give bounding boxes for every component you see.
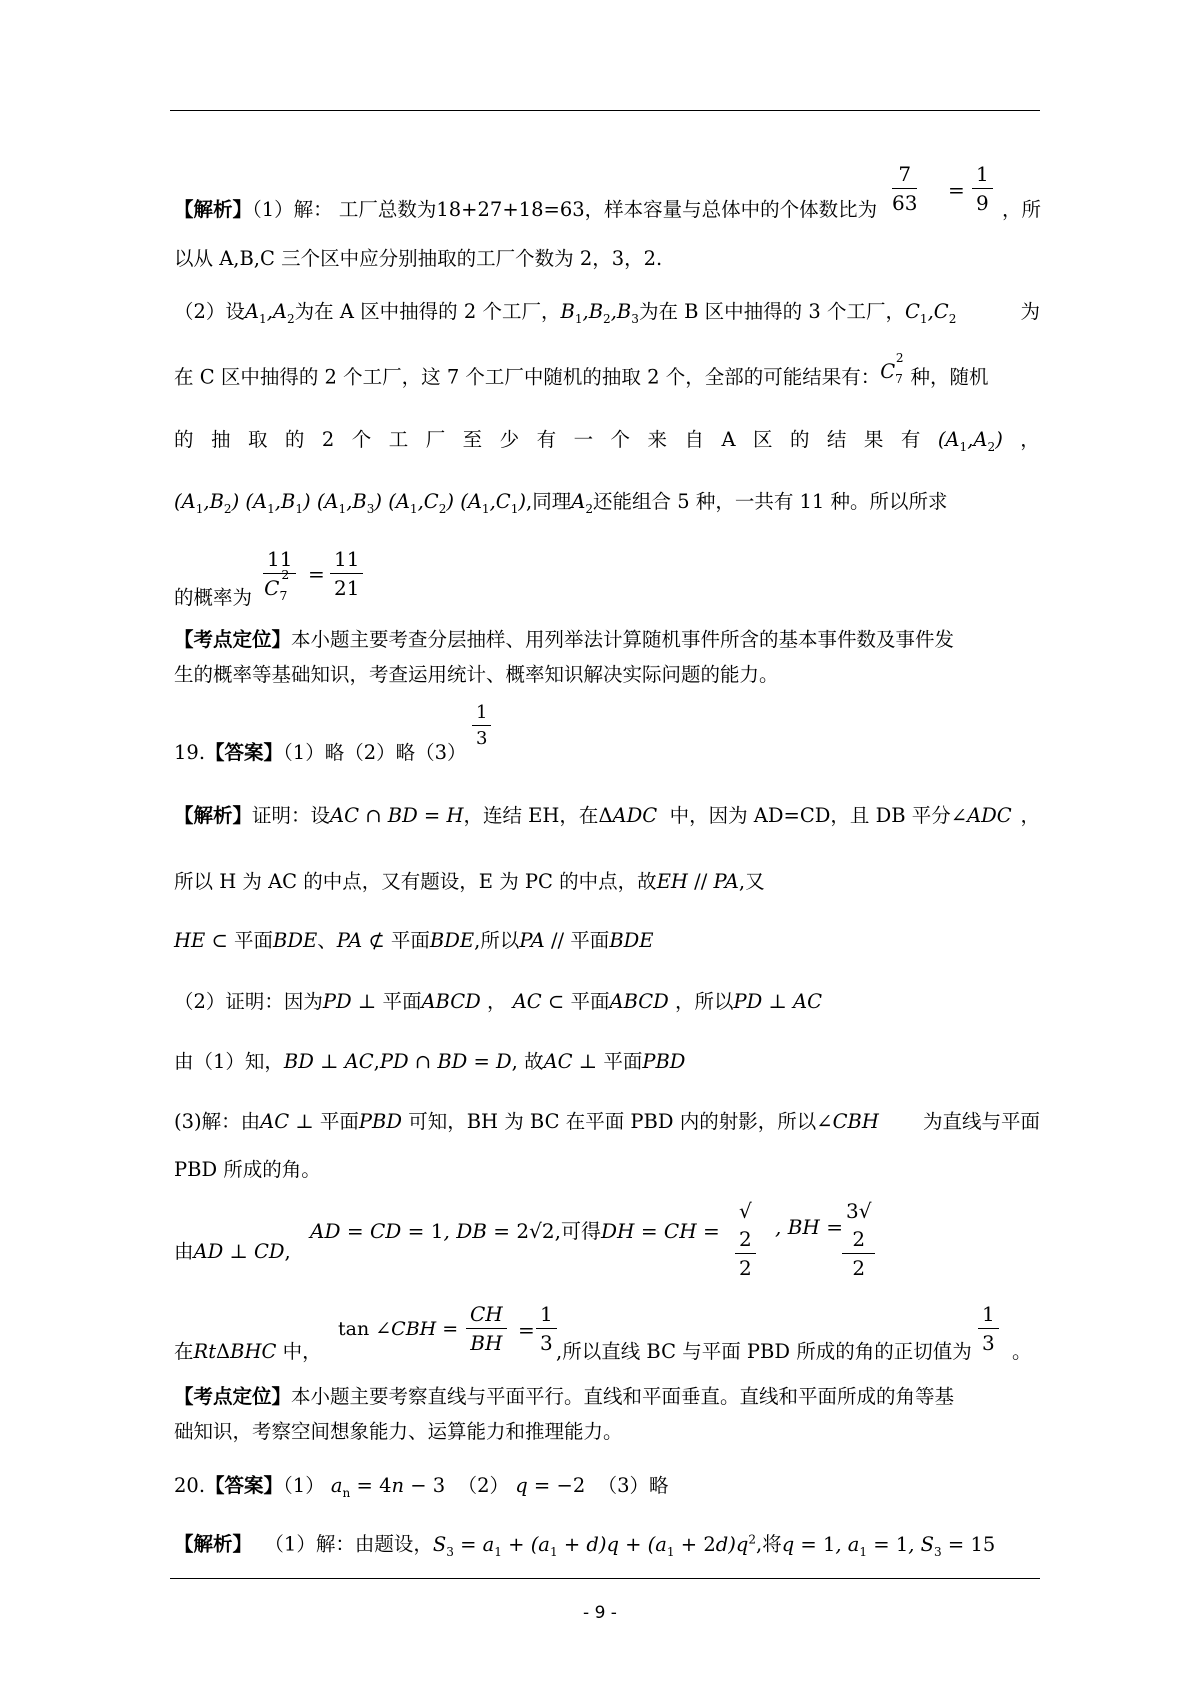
solution-19-line-3: HE ⊂ 平面BDE、PA ⊄ 平面BDE,所以PA // 平面BDE — [174, 929, 654, 952]
solution-18-probability: 的概率为 — [174, 586, 253, 609]
solution-18-line-1: 【解析】（1）解： 工厂总数为18+27+18=63，样本容量与总体中的个体数比为 — [174, 198, 878, 221]
solution-18-line-1-end: ，所 — [1002, 198, 1042, 221]
dh-fraction: √ 2 2 — [735, 1197, 756, 1282]
tan-fraction-ch-bh: CH BH — [466, 1300, 507, 1357]
solution-19-tan-end: 。 — [1012, 1340, 1032, 1363]
equals-sign-2: = — [308, 562, 325, 586]
tangent-value-fraction: 1 3 — [978, 1300, 999, 1357]
tan-fraction-value: 1 3 — [536, 1300, 557, 1357]
probability-fraction-left: 11 $C_7^2$ — [263, 545, 296, 604]
bh-label: , BH = — [775, 1215, 843, 1239]
solution-19-part3-line-1: (3)解：由AC ⊥ 平面PBD 可知，BH 为 BC 在平面 PBD 内的射影，所以∠CBH 为直线与平面 — [174, 1110, 1040, 1133]
solution-18-part2-line-2: 在 C 区中抽得的 2 个工厂，这 7 个工厂中随机的抽取 2 个，全部的可能结果有：$C_7^2$种，随机 — [174, 351, 989, 389]
solution-19-lengths: 由AD ⊥ CD, — [174, 1240, 291, 1263]
equals-sign: = — [948, 178, 965, 202]
solution-19-part2: （2）证明：因为PD ⊥ 平面ABCD ， AC ⊂ 平面ABCD ，所以PD ⊥ AC — [174, 990, 823, 1013]
sample-ratio-fraction: 7 63 — [892, 162, 918, 215]
solution-18-part2-line-3: 的 抽 取 的 2 个 工 厂 至 少 有 一 个 来 自 A 区 的 结 果 有 $(A_1,A_2)$ ， — [174, 428, 1040, 454]
answer-19-fraction: 1 3 — [472, 700, 491, 751]
key-point-18-line-1: 【考点定位】本小题主要考查分层抽样、用列举法计算随机事件所含的基本事件数及事件发 — [174, 628, 955, 651]
solution-19-tan-conclusion: ,所以直线 BC 与平面 PBD 所成的角的正切值为 — [556, 1340, 972, 1363]
solution-19-tan-prefix: 在RtΔBHC 中， — [174, 1340, 322, 1363]
sample-ratio-fraction-2: 1 9 — [972, 160, 993, 217]
solution-19-line-2: 所以 H 为 AC 的中点，又有题设，E 为 PC 的中点，故EH // PA,又 — [174, 870, 765, 893]
lengths-equation: AD = CD = 1, DB = 2√2,可得DH = CH = — [310, 1219, 720, 1243]
answer-20: 20.【答案】（1） $a_n = 4n - 3$ （2） q = −2 （3）略 — [174, 1474, 669, 1500]
answer-19: 19.【答案】（1）略（2）略（3） — [174, 741, 467, 764]
footer-rule — [170, 1578, 1040, 1579]
key-point-18-line-2: 生的概率等基础知识，考查运用统计、概率知识解决实际问题的能力。 — [174, 663, 779, 686]
equals-sign-3: = — [518, 1318, 535, 1342]
solution-18-part2-line-4: $(A_1,B_2)$ $(A_1,B_1)$ $(A_1,B_3)$ $(A_1,C_2)$ $(A_1,C_1)$,同理$A_2$还能组合 5 种，一共有 11 种。所以所求 — [174, 490, 948, 516]
solution-19-part2-b: 由（1）知，BD ⊥ AC,PD ∩ BD = D, 故AC ⊥ 平面PBD — [174, 1050, 686, 1073]
bh-fraction: 3√ 2 2 — [842, 1197, 875, 1282]
solution-19-part3-line-2: PBD 所成的角。 — [174, 1158, 321, 1181]
probability-fraction-right: 11 21 — [330, 545, 363, 602]
key-point-19-line-1: 【考点定位】本小题主要考察直线与平面平行。直线和平面垂直。直线和平面所成的角等基 — [174, 1385, 955, 1408]
tan-label: tan ∠CBH = — [338, 1318, 459, 1340]
key-point-19-line-2: 础知识，考察空间想象能力、运算能力和推理能力。 — [174, 1420, 623, 1443]
solution-18-line-2: 以从 A,B,C 三个区中应分别抽取的工厂个数为 2，3，2. — [174, 247, 663, 270]
solution-18-part2-line-1: （2）设$A_1,A_2$为在 A 区中抽得的 2 个工厂，$B_1,B_2,B_3$为在 B 区中抽得的 3 个工厂，$C_1,C_2$ 为 — [174, 300, 1040, 326]
page-number: - 9 - — [583, 1603, 617, 1623]
solution-19-line-1: 【解析】证明：设AC ∩ BD = H，连结 EH，在ΔADC 中，因为 AD=CD，且 DB 平分∠ADC ， — [174, 804, 1040, 827]
solution-20-line-1: 【解析】 （1）解：由题设，$S_3 = a_1 + (a_1 + d)q + (a_1 + 2d)q^2$,将q = 1, $a_1 = 1$, $S_3 = 15$ — [174, 1532, 996, 1559]
header-rule — [170, 110, 1040, 111]
